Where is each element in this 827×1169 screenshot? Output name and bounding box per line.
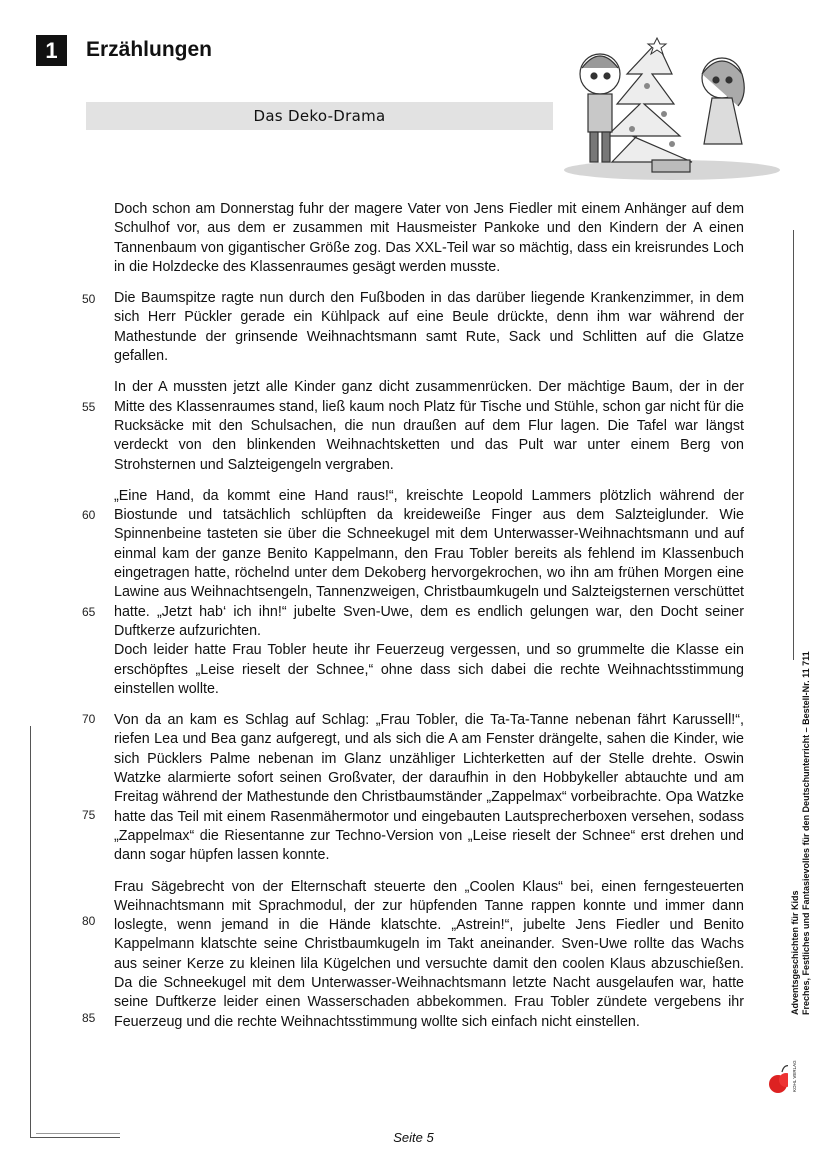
sidebar-subtitle: Freches, Festliches und Fantasievolles für den Deutschunterricht – Bestell-Nr. 11 711 xyxy=(801,651,811,1015)
frame-line-top-right xyxy=(793,230,794,660)
chapter-number-badge: 1 xyxy=(36,35,67,66)
children-christmas-tree-illustration xyxy=(552,34,782,186)
line-number-85: 85 xyxy=(82,1011,96,1025)
logo-text: KOHL VERLAG xyxy=(792,1060,797,1092)
chapter-title: Erzählungen xyxy=(86,38,213,61)
page-footer xyxy=(0,1130,827,1145)
story-title-bar xyxy=(86,102,553,130)
publisher-sidebar xyxy=(790,651,812,1015)
paragraph-1: Doch schon am Donnerstag fuhr der magere Vater von Jens Fiedler mit einem Anhänger auf dem Schulhof vor, aus dem er zusammen mit Hausmeister Pankoke und den Kindern der A einen Tannenbaum von gigantischer Größe zog. Das XXL-Teil war so mächtig, dass ein kreisrundes Loch in die Holzdecke des Klassenraumes gesägt werden musste. xyxy=(114,201,744,275)
story-body xyxy=(114,200,744,1044)
paragraph-2: Die Baumspitze ragte nun durch den Fußboden in das darüber liegende Krankenzimmer, in dem sich Herr Pückler gerade ein Kühlpack auf eine Beule drückte, denn ihm war während der Mathestunde der grinsende Weihnachtsmann samt Rute, Sack und Schlitten auf die Glatze gefallen. xyxy=(114,290,744,365)
paragraph-3: In der A mussten jetzt alle Kinder ganz dicht zusammenrücken. Der mächtige Baum, der in der Mitte des Klassenraumes stand, ließ kaum noch Platz für Tische und Stühle, schon gar nicht für die Rucksäcke mit den Schulsachen, die nun draußen auf dem Flur lagen. Die Tafel war längst verdeckt von den blinkenden Weihnachtsketten und das Pult war unter einem Berg von Strohsternen und Salzteigengeln vergraben. xyxy=(114,379,744,473)
line-number-55: 55 xyxy=(82,400,96,414)
line-number-50: 50 xyxy=(82,292,96,306)
line-number-70: 70 xyxy=(82,712,96,726)
story-title: Das Deko-Drama xyxy=(253,107,386,125)
paragraph-6: Frau Sägebrecht von der Elternschaft steuerte den „Coolen Klaus“ bei, einen ferngesteuerten Weihnachtsmann mit Sprachmodul, der zur hüpfenden Tanne rappen konnte und immer dann loslegte, wenn jemand in die Hände klatschte. „Astrein!“, jubelte Jens Fiedler und Benito Kappelmann klatschte seine Christbaumkugeln im Takt aneinander. Sven-Uwe rollte das Wachs aus seiner Kerze zu kleinen lila Kügelchen und versuchte damit den coolen Klaus abzuschießen. Da die Schneekugel mit dem Unterwasser-Weihnachtsmann letzte Nacht ausgelaufen war, hatte seine Duftkerze leider einen Wasserschaden abbekommen. Frau Tobler zündete vergebens ihr Feuerzeug und die rechte Weihnachtsstimmung wollte sich einfach nicht einstellen. xyxy=(114,878,744,1030)
line-number-80: 80 xyxy=(82,914,96,928)
frame-line-bottom-left-vertical xyxy=(30,726,31,1138)
line-number-60: 60 xyxy=(82,508,96,522)
paragraph-5: Von da an kam es Schlag auf Schlag: „Frau Tobler, die Ta-Ta-Tanne nebenan fährt Karussell!“, riefen Lea und Bea ganz aufgeregt, und als sich die A am Fenster drängelte, sahen die Kinder, wie sich Pücklers Palme nebenan im Glanz unzähliger Lichterketten auf der Stelle drehte. Oswin Watzke alarmierte sofort seinen Großvater, der daraufhin in den Hobbykeller abtauchte und am Freitag während der Mathestunde den Christbaumständer „Zappelmax“ vorbeibrachte. Opa Watzke hatte das Teil mit einem Rasenmähermotor und eingebauten Lautsprecherboxen versehen, sodass „Zappelmax“ die Riesentanne zur Techno-Version von „Leise rieselt der Schnee“ erst drehen und dann sogar hüpfen lassen konnte. xyxy=(114,712,744,864)
sidebar-book-title: Adventsgeschichten für Kids xyxy=(790,890,800,1015)
sidebar-order-number: Bestell-Nr. 11 711 xyxy=(801,651,811,725)
line-number-75: 75 xyxy=(82,808,96,822)
line-number-65: 65 xyxy=(82,605,96,619)
page-number: Seite 5 xyxy=(393,1130,434,1145)
paragraph-4: „Eine Hand, da kommt eine Hand raus!“, kreischte Leopold Lammers plötzlich während der Biostunde und tatsächlich schlüpften da kreideweiße Finger aus dem Salzteiglunder. Wie Spinnenbeine tasteten sie über die Schneekugel mit dem Unterwasser-Weihnachtsmann und auf einmal kam der ganze Benito Kappelmann, den Frau Tobler bereits als fehlend im Klassenbuch eingetragen hatte, röchelnd unter dem Dekoberg hervorgekrochen, wo ihn am frühen Morgen eine Lawine aus Weihnachtsengeln, Tannenzweigen, Christbaumkugeln und Salzteigsternen verschüttet hatte. „Jetzt hab‘ ich ihn!“ jubelte Sven-Uwe, dem es endlich gelungen war, den Docht seiner Duftkerze aufzurichten. Doch leider hatte Frau Tobler heute ihr Feuerzeug vergessen, und so grummelte die Klasse ein erschöpftes „Leise rieselt der Schnee,“ ohne dass sich dabei die rechte Weihnachtsstimmung einstellen wollte. xyxy=(114,487,744,697)
publisher-logo xyxy=(766,1060,800,1096)
